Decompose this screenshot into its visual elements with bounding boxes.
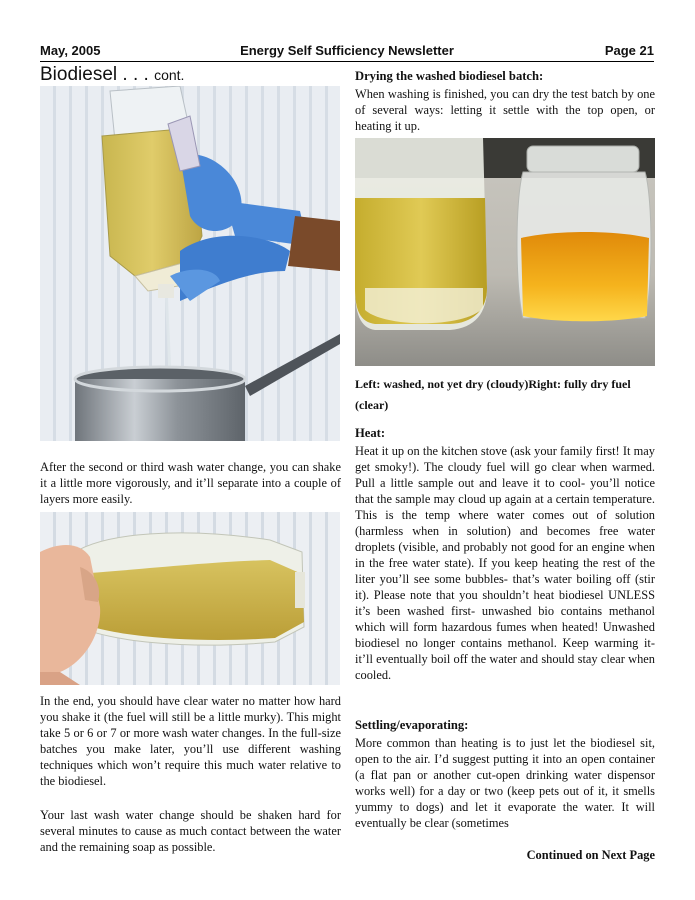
photo-two-jars-illustration [355, 138, 655, 366]
settling-heading: Settling/evaporating: [355, 718, 469, 732]
photo-two-jars [355, 138, 655, 366]
section-title [40, 64, 184, 86]
photo-caption: Left: washed, not yet dry (cloudy)Right: fully dry fuel (clear) [355, 377, 631, 412]
left-paragraph-1: After the second or third wash water change, you can shake it a little more vigorously, and it’ll separate into a couple of layers more easily. [40, 460, 341, 506]
section-title-text: Biodiesel . . . [40, 64, 149, 85]
newsletter-title: Energy Self Sufficiency Newsletter [240, 43, 454, 58]
settling-paragraph: More common than heating is to just let the biodiesel sit, open to the air. I’d suggest putting it into an open container (a flat pan or another cut-open drinking water dispensor works well) for a day or two (keep pets out of it, it smells yummy to dogs) and let it evaporate the water. It will eventually be clear (sometimes [355, 736, 655, 830]
left-paragraph-2: In the end, you should have clear water no matter how hard you shake it (the fuel will still be a little murky). This might take 5 or 6 or 7 or more wash water changes. In the full-size batches you make later, you’ll use different washing techniques which won’t require this much water relative to the biodiesel. [40, 694, 341, 788]
photo-bottle-shaken [40, 512, 340, 685]
section-title-cont: cont. [154, 67, 185, 83]
page-number: Page 21 [604, 43, 654, 58]
page-header [40, 43, 654, 61]
photo-bottle-shaken-illustration [40, 512, 340, 685]
drying-paragraph: When washing is finished, you can dry the test batch by one of several ways: letting it settle with the top open, or heating it up. [355, 87, 655, 133]
photo-bottle-draining [40, 86, 340, 441]
continued-note[interactable]: Continued on Next Page [526, 848, 655, 862]
issue-date: May, 2005 [40, 43, 101, 58]
drying-heading: Drying the washed biodiesel batch: [355, 69, 544, 83]
header-divider [40, 61, 654, 62]
heat-heading: Heat: [355, 426, 386, 440]
heat-paragraph: Heat it up on the kitchen stove (ask your family first! It may get smoky!). The cloudy fuel will go clear when warmed. Pull a little sample out and leave it to cool- you’ll notice that the sample may cloud up again at a certain temperature. This is the temp where water comes out of solution (harmless when in solution) and becomes free water droplets (visible, and probably not good for an engine when in the free water state). If you keep heating the rest of the liter you’ll see some bubbles- that’s water boiling off (stir it). Please note that you shouldn’t heat biodiesel UNLESS it’s been washed first- unwashed bio contains methanol which will form hazardous fumes when heated! Unwashed biodiesel no longer contains methanol. Keep warming it- it’ll eventually boil off the water and should stay clear when cooled. [355, 444, 655, 682]
left-paragraph-3: Your last wash water change should be shaken hard for several minutes to cause as much contact between the water and the remaining soap as possible. [40, 808, 341, 854]
photo-bottle-draining-illustration [40, 86, 340, 441]
